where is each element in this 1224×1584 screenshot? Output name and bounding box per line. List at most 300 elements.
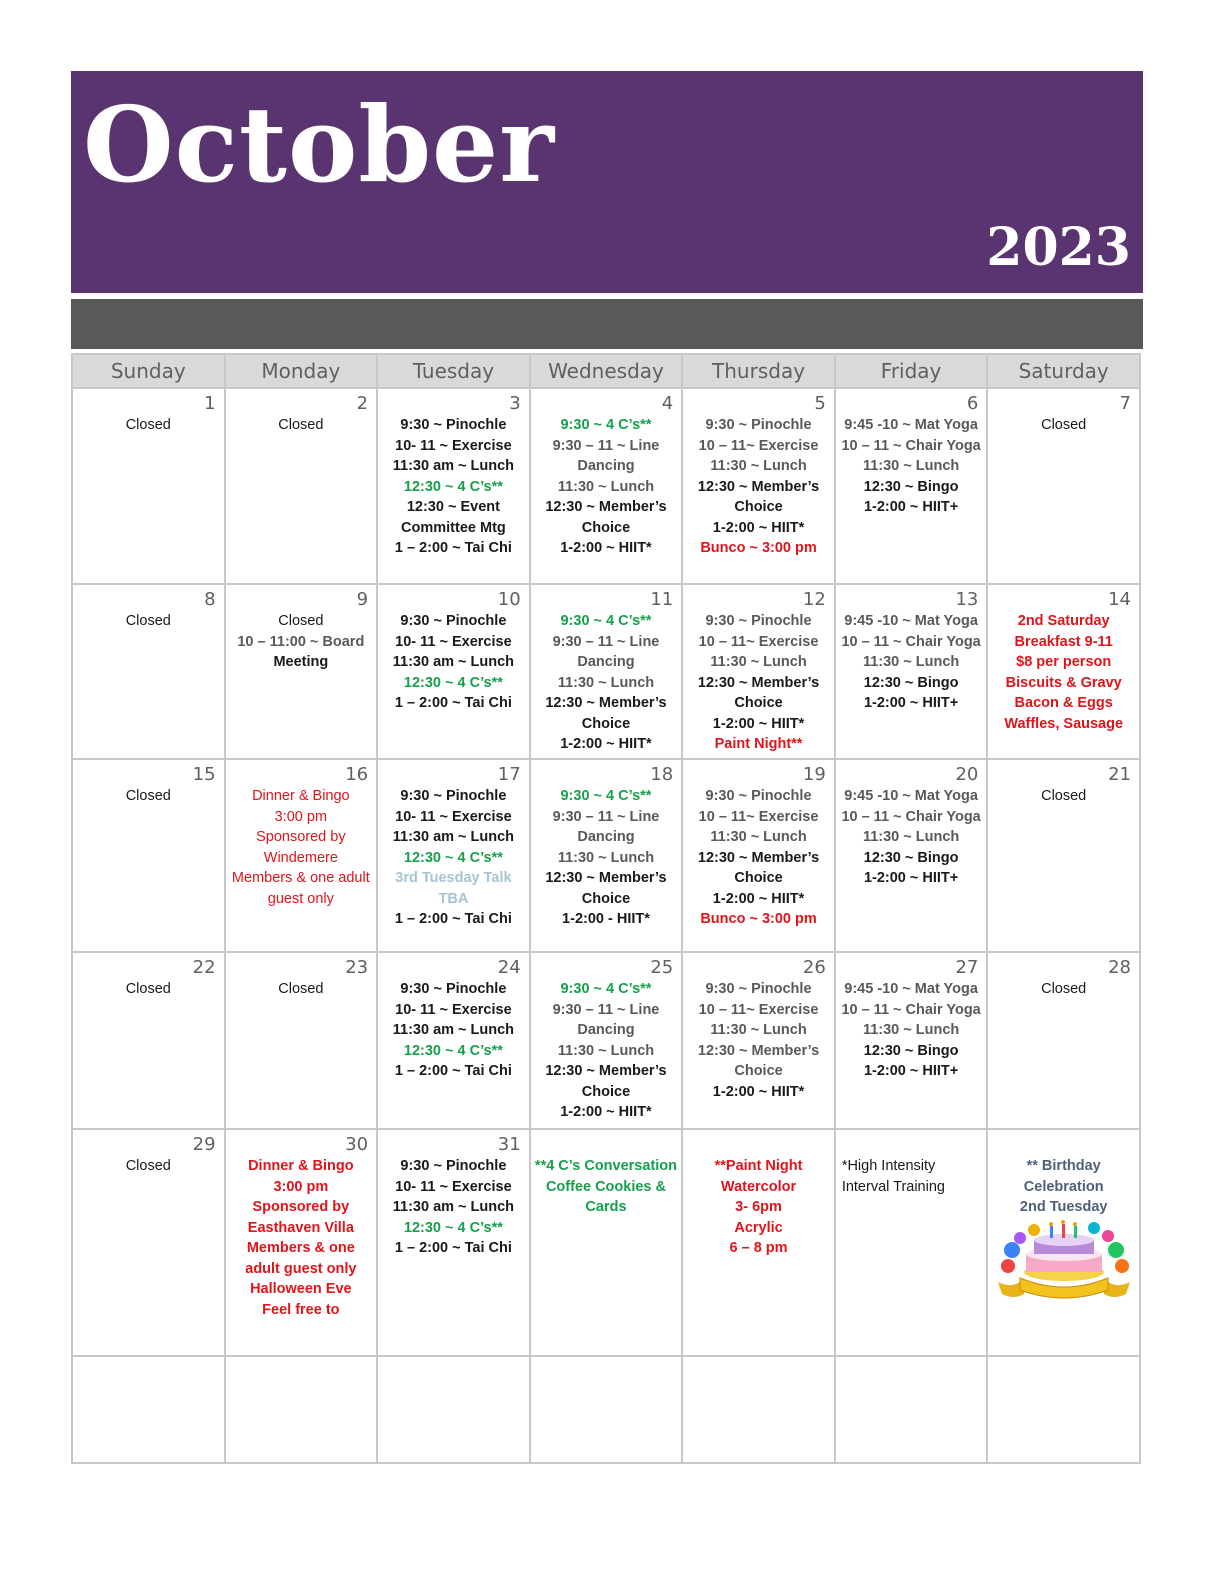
day-number: 26 [802,957,826,978]
event-line: 2nd Saturday [1017,613,1110,629]
day-number: 23 [345,957,369,978]
event-line: 10 – 11~ Exercise [698,1001,819,1018]
event-line: Bunco ~ 3:00 pm [700,540,817,556]
day-cell-content [73,1130,224,1355]
day-events [683,786,834,930]
day-number: 15 [192,764,216,785]
day-cell [377,759,530,952]
day-events [531,979,682,1123]
event-line: Closed [1041,788,1087,804]
event-line: 12:30 ~ 4 C’s** [403,674,503,691]
day-cell [682,952,835,1129]
day-cell-content [531,389,682,583]
day-number [531,1130,682,1156]
day-number: 24 [497,957,521,978]
event-line: 1-2:00 ~ HIIT* [712,890,805,907]
day-number: 14 [1108,589,1131,610]
event-line: Sponsored by [256,829,346,845]
day-number: 28 [1108,957,1131,978]
day-number: 4 [661,393,674,414]
event-line: 9:45 -10 ~ Mat Yoga [844,613,978,629]
event-line: 1-2:00 ~ HIIT* [712,519,805,536]
day-cell-content [683,1357,834,1462]
day-number: 3 [509,393,521,414]
weekday-header-tuesday: Tuesday [377,354,530,388]
event-line: ** Birthday Celebration [1023,1158,1104,1195]
event-line: 11:30 ~ Lunch [710,458,807,474]
day-cell [225,388,378,584]
event-line: 9:30 ~ Pinochle [705,981,812,997]
event-line: Sponsored by [252,1199,350,1215]
day-cell-content [378,760,529,951]
day-events [531,611,682,755]
day-cell [835,584,988,759]
event-line: 10- 11 ~ Exercise [395,1178,512,1195]
day-cell-content [836,585,987,758]
event-line: **Paint Night [714,1158,803,1174]
day-cell-content [988,389,1139,583]
day-events [73,415,224,436]
event-line: 9:45 -10 ~ Mat Yoga [844,788,978,804]
day-cell [225,952,378,1129]
event-line: 12:30 ~ Member’s Choice [545,1063,667,1100]
day-cell [987,1129,1140,1356]
event-line: 1 – 2:00 ~ Tai Chi [394,1240,512,1256]
day-cell-content [226,1357,377,1462]
day-number: 25 [650,957,674,978]
event-line: 9:45 -10 ~ Mat Yoga [844,981,978,997]
event-line: 1 – 2:00 ~ Tai Chi [394,695,512,711]
event-line: 9:30 – 11 ~ Line Dancing [552,633,660,670]
event-line: 3- 6pm [735,1199,782,1215]
day-cell [835,952,988,1129]
day-cell-content [73,1357,224,1462]
day-cell-content [836,953,987,1128]
event-line: **4 C’s Conversation Coffee Cookies & Cards [534,1158,678,1215]
day-cell [72,388,225,584]
event-line: 11:30 am ~ Lunch [392,829,515,845]
week-row [72,584,1140,759]
day-number: 8 [204,589,216,610]
event-line: 9:30 ~ 4 C’s** [560,417,652,433]
day-cell [530,952,683,1129]
day-cell-content [836,1130,987,1355]
event-line: Bacon & Eggs [1014,695,1113,711]
event-line: 10- 11 ~ Exercise [395,633,512,650]
week-row [72,759,1140,952]
event-line: 12:30 ~ Bingo [863,849,959,866]
day-number [531,1357,682,1383]
event-line: 10 – 11 ~ Chair Yoga [841,437,981,454]
day-number: 31 [497,1134,521,1155]
day-number: 30 [345,1134,369,1155]
event-line: 9:30 ~ Pinochle [400,613,507,629]
day-cell [987,952,1140,1129]
day-cell [377,952,530,1129]
event-line: Closed [1041,981,1087,997]
day-cell-content [378,389,529,583]
day-number [683,1357,834,1383]
day-events [988,786,1139,807]
event-line: 9:30 ~ 4 C’s** [560,613,652,629]
event-line: 11:30 ~ Lunch [862,1022,960,1038]
day-cell [682,1129,835,1356]
event-line: 11:30 am ~ Lunch [392,458,515,474]
day-cell-content [683,760,834,951]
day-events [683,415,834,559]
day-cell-content [836,760,987,951]
day-cell [225,759,378,952]
event-line: 11:30 ~ Lunch [557,1042,655,1059]
event-line: $8 per person [1016,654,1112,670]
day-cell [72,952,225,1129]
event-line: 10 – 11~ Exercise [698,808,819,825]
event-line: 10 – 11 ~ Chair Yoga [841,633,981,650]
event-line: 11:30 ~ Lunch [862,829,960,845]
event-line: 9:30 – 11 ~ Line Dancing [552,1001,660,1038]
day-events [226,611,377,673]
event-line: 11:30 am ~ Lunch [392,654,515,670]
day-events [378,979,529,1082]
event-line: 1-2:00 ~ HIIT+ [863,499,959,515]
day-number: 13 [955,589,979,610]
weekday-header-sunday: Sunday [72,354,225,388]
day-events [226,786,377,909]
day-number [73,1357,224,1383]
day-cell [682,584,835,759]
day-cell-content [836,389,987,583]
day-number [226,1357,377,1383]
day-cell [72,1356,225,1463]
event-line: Halloween Eve [250,1281,352,1297]
day-cell [987,584,1140,759]
day-cell-content [683,953,834,1128]
event-line: Windemere [263,849,338,866]
weekday-header-friday: Friday [835,354,988,388]
event-line: 12:30 ~ 4 C’s** [403,478,503,495]
day-number [836,1130,987,1156]
day-cell [377,1129,530,1356]
day-number: 6 [966,393,979,414]
day-events [226,979,377,1000]
day-number [836,1357,987,1383]
event-line: 9:30 ~ Pinochle [400,1158,507,1174]
day-events [988,415,1139,436]
day-cell-content [988,760,1139,951]
month-title: October [83,83,556,206]
month-banner [71,71,1143,293]
event-line: 9:30 – 11 ~ Line Dancing [552,808,660,845]
event-line: 11:30 am ~ Lunch [392,1199,515,1215]
event-line: 2nd Tuesday [1019,1199,1108,1215]
day-number [988,1130,1139,1156]
day-cell [377,584,530,759]
event-line: Closed [125,788,171,804]
event-line: 12:30 ~ 4 C’s** [403,849,503,866]
event-line: 11:30 ~ Lunch [557,849,655,866]
day-events [226,1156,377,1320]
event-line: 10- 11 ~ Exercise [395,437,512,454]
day-cell [225,584,378,759]
week-row [72,952,1140,1129]
event-line: 11:30 ~ Lunch [710,829,807,845]
day-cell-content [226,1130,377,1355]
day-cell-content [683,389,834,583]
day-cell [530,388,683,584]
day-cell [530,584,683,759]
day-cell-content [531,953,682,1128]
event-line: Paint Night** [714,736,803,752]
event-line: Members & one adult guest only [245,1240,357,1277]
day-number: 17 [497,764,521,785]
day-cell [530,759,683,952]
day-cell [835,1356,988,1463]
day-cell-content [988,953,1139,1128]
event-line: Closed [125,981,171,997]
event-line: Closed [125,613,171,629]
day-events [836,979,987,1082]
day-cell-content [988,1130,1139,1355]
day-number: 21 [1108,764,1131,785]
event-line: 10 – 11~ Exercise [698,633,819,650]
event-line: Closed [278,981,324,997]
weekday-header-row [72,354,1140,388]
event-line: 9:30 ~ Pinochle [705,417,812,433]
event-line: 9:30 ~ Pinochle [705,788,812,804]
day-events [683,979,834,1102]
day-events [988,979,1139,1000]
day-cell-content [531,760,682,951]
day-cell-content [226,389,377,583]
event-line: 1-2:00 ~ HIIT+ [863,1063,959,1079]
event-line: Closed [278,417,324,433]
day-cell-content [73,953,224,1128]
event-line: Meeting [273,654,329,670]
event-line: 1-2:00 ~ HIIT+ [863,695,959,711]
event-line: 1 – 2:00 ~ Tai Chi [394,540,512,556]
event-line: Breakfast 9-11 [1014,633,1113,650]
event-line: 3:00 pm [274,808,328,825]
day-cell-content [226,585,377,758]
day-cell [72,584,225,759]
day-number: 16 [345,764,369,785]
day-events [378,415,529,559]
event-line: 3rd Tuesday Talk TBA [395,870,512,907]
event-line: Closed [125,1158,171,1174]
event-line: 11:30 ~ Lunch [557,674,655,691]
day-number: 9 [356,589,369,610]
day-events [73,786,224,807]
day-cell-content [73,389,224,583]
day-cell [377,1356,530,1463]
day-events [683,611,834,755]
day-number [683,1130,834,1156]
event-line: 12:30 ~ Member’s Choice [697,849,820,886]
week-row [72,388,1140,584]
event-line: 1-2:00 - HIIT* [562,911,650,927]
event-line: 9:45 -10 ~ Mat Yoga [844,417,978,433]
weekday-header-monday: Monday [225,354,378,388]
day-number: 7 [1119,393,1131,414]
event-line: 12:30 ~ Bingo [863,478,959,495]
day-events [378,1156,529,1259]
day-events [73,1156,224,1177]
event-line: 9:30 ~ 4 C’s** [560,788,652,804]
event-line: Bunco ~ 3:00 pm [700,911,817,927]
day-cell [987,388,1140,584]
event-line: Feel free to [262,1301,340,1318]
day-number: 12 [802,589,826,610]
event-line: 11:30 am ~ Lunch [392,1022,515,1038]
day-events [836,415,987,518]
day-cell [835,388,988,584]
day-cell-content [378,953,529,1128]
event-line: 1 – 2:00 ~ Tai Chi [394,911,512,927]
day-events [836,786,987,889]
day-cell-content [683,585,834,758]
event-line: 12:30 ~ Bingo [863,1042,959,1059]
day-number: 20 [955,764,979,785]
day-events [73,979,224,1000]
event-line: Waffles, Sausage [1004,715,1124,732]
event-line: 11:30 ~ Lunch [862,654,960,670]
day-cell [835,759,988,952]
event-line: 10 – 11 ~ Chair Yoga [841,808,981,825]
day-number: 10 [497,589,521,610]
day-cell-content [378,585,529,758]
day-events [836,1156,987,1197]
day-cell [225,1356,378,1463]
event-line: 9:30 ~ Pinochle [400,788,507,804]
day-cell [225,1129,378,1356]
divider-bar [71,299,1143,349]
event-line: Dinner & Bingo [248,1158,354,1174]
event-line: 9:30 ~ Pinochle [400,417,507,433]
event-line: 10- 11 ~ Exercise [395,808,512,825]
day-cell [682,759,835,952]
day-number [988,1357,1139,1383]
day-events [988,611,1139,734]
event-line: Members & one adult guest only [231,870,370,907]
birthday-cake-icon [994,1220,1134,1302]
event-line: 12:30 ~ Member’s Choice [545,499,667,536]
day-events [226,415,377,436]
day-cell [72,759,225,952]
event-line: 11:30 ~ Lunch [557,478,655,495]
event-line: 12:30 ~ Bingo [863,674,959,691]
event-line: Watercolor [720,1178,797,1195]
event-line: 12:30 ~ Event Committee Mtg [401,499,506,536]
event-line: 1-2:00 ~ HIIT* [560,540,652,556]
day-number: 5 [814,393,826,414]
event-line: 9:30 – 11 ~ Line Dancing [552,437,660,474]
day-events [531,1156,682,1218]
day-number: 29 [192,1134,216,1155]
day-events [378,786,529,930]
day-cell-content [988,1357,1139,1462]
event-line: 12:30 ~ Member’s Choice [697,674,820,711]
day-cell-content [226,760,377,951]
event-line: Biscuits & Gravy [1005,674,1122,691]
event-line: 12:30 ~ 4 C’s** [403,1042,503,1059]
day-number: 27 [955,957,979,978]
event-line: 9:30 ~ Pinochle [400,981,507,997]
day-number: 1 [204,393,216,414]
event-line: 10- 11 ~ Exercise [395,1001,512,1018]
event-line: 12:30 ~ 4 C’s** [403,1219,503,1236]
day-number: 19 [802,764,826,785]
day-cell [377,388,530,584]
event-line: 1-2:00 ~ HIIT+ [863,870,959,886]
event-line: 12:30 ~ Member’s Choice [545,870,667,907]
weekday-header-saturday: Saturday [987,354,1140,388]
day-cell [987,1356,1140,1463]
day-cell-content [531,585,682,758]
day-events [378,611,529,714]
event-line: 1-2:00 ~ HIIT* [560,1104,652,1120]
day-number: 2 [356,393,369,414]
day-cell-content [836,1357,987,1462]
day-cell [987,759,1140,952]
event-line: Dinner & Bingo [252,788,350,804]
weekday-header-wednesday: Wednesday [530,354,683,388]
day-cell [530,1356,683,1463]
event-line: 9:30 ~ 4 C’s** [560,981,652,997]
day-cell [682,388,835,584]
day-cell [72,1129,225,1356]
event-line: 11:30 ~ Lunch [710,1022,807,1038]
day-cell [682,1356,835,1463]
event-line: 6 – 8 pm [729,1240,788,1256]
day-cell-content [531,1130,682,1355]
event-line: 12:30 ~ Member’s Choice [697,1042,820,1079]
day-cell-content [531,1357,682,1462]
year-title: 2023 [986,217,1131,278]
weekday-header-thursday: Thursday [682,354,835,388]
day-number: 11 [650,589,674,610]
event-line: 1-2:00 ~ HIIT* [712,1083,805,1100]
day-cell [530,1129,683,1356]
event-line: Acrylic [734,1219,783,1236]
day-number [378,1357,529,1383]
event-line: 12:30 ~ Member’s Choice [697,478,820,515]
day-number: 22 [192,957,216,978]
day-events [531,415,682,559]
day-cell-content [988,585,1139,758]
calendar-grid [71,353,1141,1464]
day-cell-content [73,585,224,758]
day-cell-content [683,1130,834,1355]
day-cell-content [378,1130,529,1355]
event-line: 11:30 ~ Lunch [710,654,807,670]
event-line: 1 – 2:00 ~ Tai Chi [394,1063,512,1079]
day-events [988,1156,1139,1218]
day-events [836,611,987,714]
event-line: Closed [125,417,171,433]
event-line: Closed [278,613,324,629]
event-line: 1-2:00 ~ HIIT* [712,715,805,732]
day-cell-content [226,953,377,1128]
day-events [531,786,682,930]
day-cell-content [73,760,224,951]
event-line: 1-2:00 ~ HIIT* [560,736,652,752]
event-line: 12:30 ~ Member’s Choice [545,695,667,732]
event-line: *High Intensity Interval Training [841,1158,945,1195]
event-line: 10 – 11:00 ~ Board [237,633,365,650]
event-line: Easthaven Villa [247,1219,354,1236]
event-line: 10 – 11 ~ Chair Yoga [841,1001,981,1018]
week-row [72,1129,1140,1356]
